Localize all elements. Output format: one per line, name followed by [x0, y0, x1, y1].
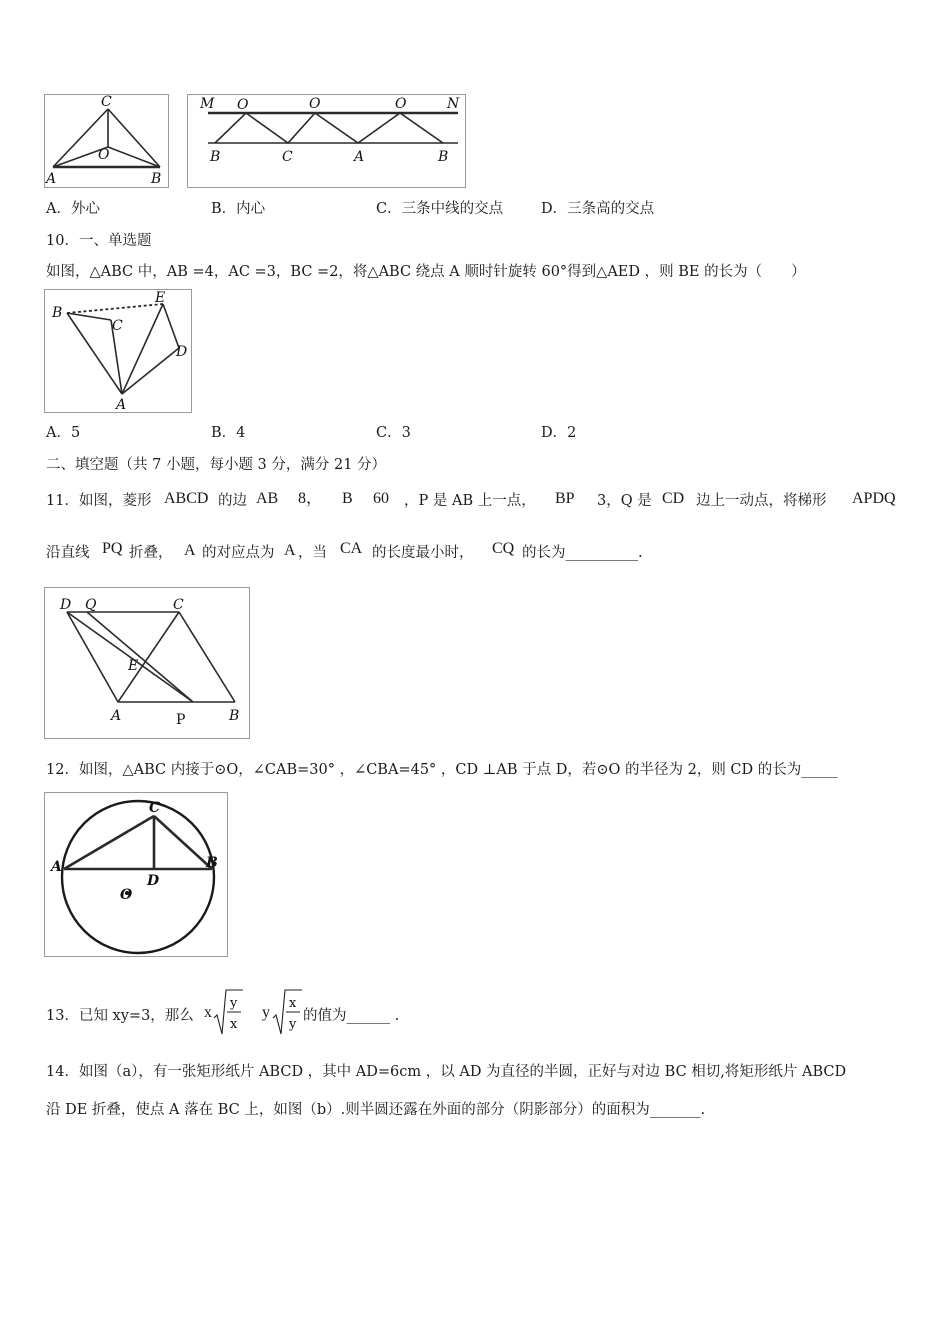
q9-fig2-label-n: N — [447, 96, 460, 112]
q11-fig-label-a: A — [111, 708, 122, 724]
q9-fig2-label-o2: O — [309, 96, 321, 112]
q11-math-abcd: ABCD — [164, 490, 209, 507]
q9-fig1-label-c: C — [101, 95, 112, 110]
q11-line-1 — [46, 488, 926, 512]
q10-number: 10．一、单选题 — [46, 233, 152, 249]
q11-text-when: ，当 — [298, 545, 327, 561]
q12-stem: 12．如图，△ABC 内接于⊙O，∠CAB=30° ，∠CBA=45° ，CD ⊥AB 于点 D，若⊙O 的半径为 2，则 CD 的长为_____ — [46, 762, 838, 778]
q12-fig-label-a: A — [51, 859, 62, 875]
q11-text-side: 的边 — [218, 493, 247, 509]
q11-math-ca: CA — [340, 540, 363, 557]
q11-fig-label-c: C — [173, 597, 184, 613]
q9-fig2-label-o3: O — [395, 96, 407, 112]
q11-math-b: B — [342, 490, 353, 507]
q10-option-c: C．3 — [376, 425, 411, 441]
q11-math-a: A — [184, 542, 196, 559]
q14-line-2: 沿 DE 折叠，使点 A 落在 BC 上，如图（b）.则半圆还露在外面的部分（阴影部分）的面积为_______. — [46, 1102, 706, 1118]
q11-math-eight: 8， — [298, 490, 323, 507]
q10-fig-label-d: D — [176, 344, 188, 360]
q11-math-apdq: APDQ — [852, 490, 896, 507]
q10-option-a: A．5 — [46, 425, 81, 441]
q9-fig2-label-b2: B — [438, 149, 449, 165]
q9-option-c: C．三条中线的交点 — [376, 201, 504, 217]
q11-math-cd: CD — [662, 490, 685, 507]
q11-line-2 — [46, 540, 926, 564]
q10-fig-label-b: B — [52, 305, 63, 321]
svg-text:y: y — [230, 996, 238, 1011]
svg-text:x: x — [230, 1017, 238, 1032]
q10-fig-label-a: A — [116, 397, 127, 412]
q13-sqrt-y-over-x — [213, 988, 243, 1038]
q11-text-answer-blank: 的长为__________. — [522, 545, 643, 561]
q13-coef-y: y — [262, 1004, 270, 1021]
q12-fig-label-c: C — [149, 800, 161, 816]
q11-math-sixty: 60 — [373, 490, 389, 507]
q9-fig2-label-c: C — [282, 149, 293, 165]
q9-fig1-label-b: B — [151, 171, 162, 187]
q10-figure — [44, 289, 192, 413]
q10-fig-label-c: C — [112, 318, 123, 334]
q12-fig-label-d: D — [147, 873, 160, 889]
q11-text-corresponding: 的对应点为 — [202, 545, 275, 561]
q10-stem: 如图，△ABC 中，AB =4，AC =3，BC =2，将△ABC 绕点 A 顺时针旋转 60°得到△AED ，则 BE 的长为（ ） — [46, 264, 806, 280]
q13-prefix: 13．已知 xy=3，那么 — [46, 1008, 194, 1024]
q11-math-ab: AB — [256, 490, 279, 507]
q11-math-bp: BP — [555, 490, 575, 507]
q9-option-d: D．三条高的交点 — [541, 201, 655, 217]
svg-text:x: x — [289, 996, 297, 1011]
q9-fig2-label-m: M — [200, 96, 215, 112]
q13-coef-x: x — [204, 1004, 212, 1021]
q11-text-fold: 折叠， — [129, 545, 173, 561]
q11-fig-label-d: D — [60, 597, 72, 613]
q11-text-min: 的长度最小时， — [372, 545, 474, 561]
q11-text-p: ，P 是 AB 上一点， — [404, 493, 536, 509]
q9-option-b: B．内心 — [211, 201, 266, 217]
q11-text-trapezoid: 边上一动点，将梯形 — [696, 493, 827, 509]
q11-math-a-prime: A — [284, 542, 296, 559]
q11-fig-label-q: Q — [85, 597, 97, 613]
q11-figure — [44, 587, 250, 739]
q13-sqrt-x-over-y — [272, 988, 302, 1038]
q9-fig1-label-a: A — [46, 171, 57, 187]
svg-text:y: y — [289, 1017, 297, 1032]
q9-figure-strip — [187, 94, 466, 188]
q10-fig-label-e: E — [155, 290, 166, 306]
q11-text-along: 沿直线 — [46, 545, 90, 561]
q10-option-b: B．4 — [211, 425, 246, 441]
q9-option-a: A．外心 — [46, 201, 100, 217]
q12-figure — [44, 792, 228, 957]
q12-fig-label-o: O — [120, 887, 133, 903]
q13-line — [46, 986, 546, 1042]
q9-fig2-label-a: A — [354, 149, 365, 165]
q9-fig2-label-o1: O — [237, 97, 249, 113]
q11-fig-label-p: P — [176, 712, 186, 728]
q12-fig-label-b: B — [206, 855, 218, 871]
q11-math-cq: CQ — [492, 540, 515, 557]
q10-option-d: D．2 — [541, 425, 577, 441]
q11-fig-label-b: B — [229, 708, 240, 724]
q11-fig-label-e: E — [128, 658, 139, 674]
q13-suffix: 的值为______ . — [303, 1008, 400, 1024]
q11-text-intro: 11．如图，菱形 — [46, 493, 152, 509]
q9-figure-triangle — [44, 94, 169, 188]
q14-line-1: 14．如图（a），有一张矩形纸片 ABCD ，其中 AD=6cm ，以 AD 为直径的半圆，正好与对边 BC 相切,将矩形纸片 ABCD — [46, 1064, 847, 1080]
q9-fig2-label-b1: B — [210, 149, 221, 165]
q11-text-q: 3，Q 是 — [597, 493, 652, 509]
q9-fig1-label-o: O — [98, 147, 110, 163]
section-heading-fill-in: 二、填空题（共 7 小题，每小题 3 分，满分 21 分） — [46, 457, 387, 473]
q11-math-pq: PQ — [102, 540, 123, 557]
